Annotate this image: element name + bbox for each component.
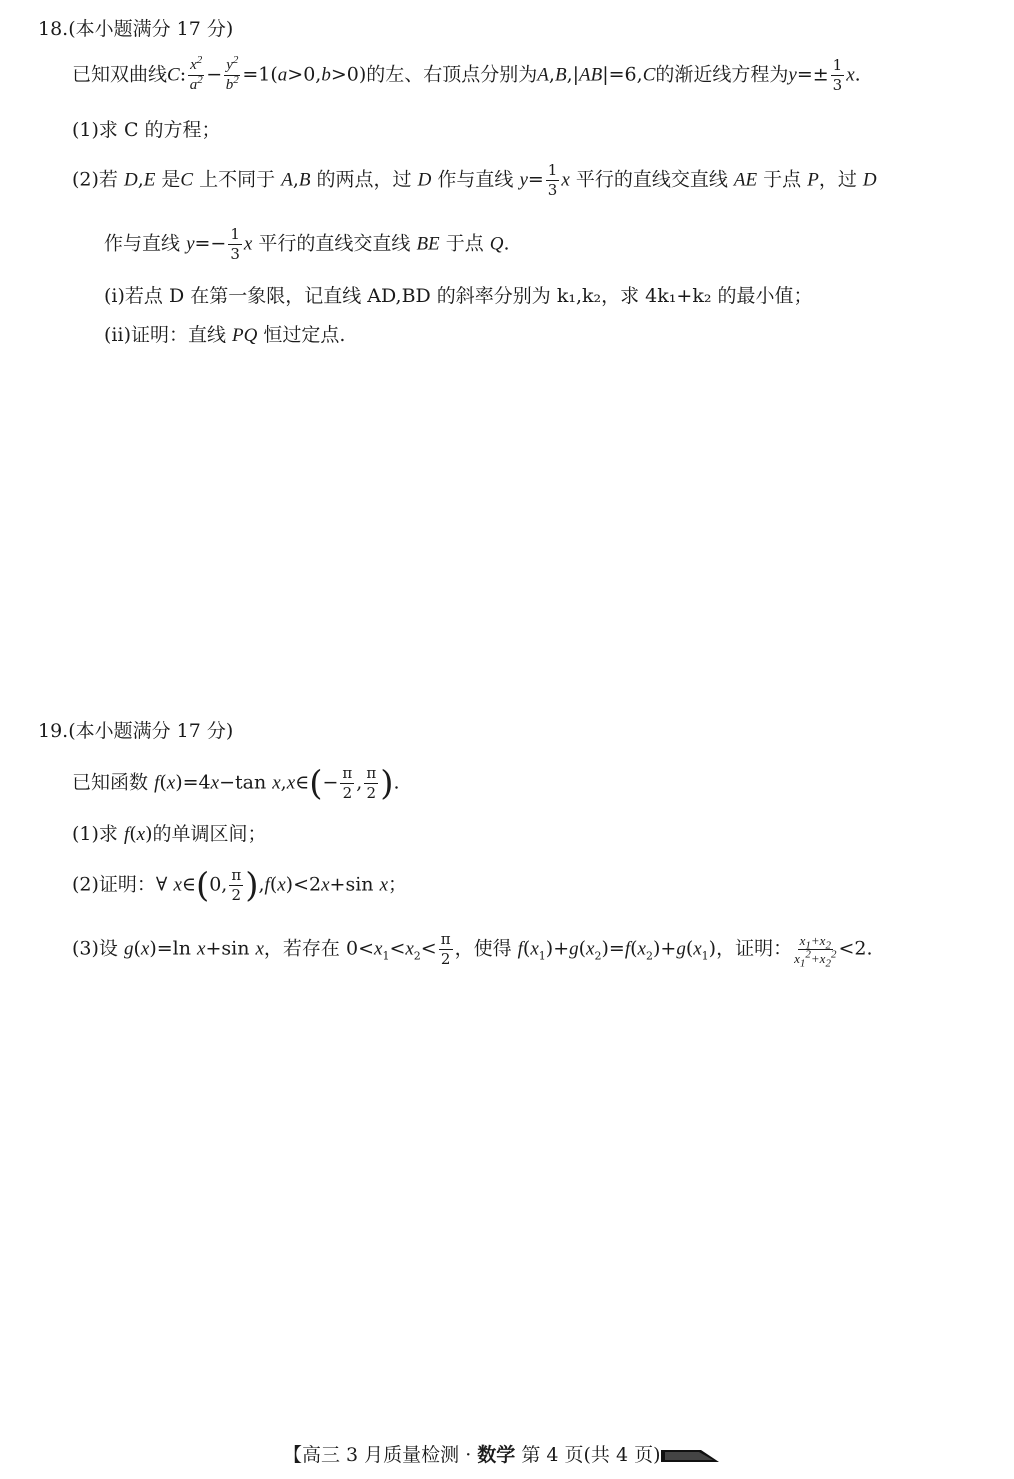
q18-part2-line1: (2)若 D,E 是C 上不同于 A,B 的两点，过 D 作与直线 y= $\frac{1}{3}$ x 平行的直线交直线 AE 于点 P，过 D	[72, 161, 877, 199]
q18-header: 18.(本小题满分 17 分)	[38, 18, 234, 40]
page-footer: 【高三 3 月质量检测 · 数学 第 4 页(共 4 页)	[283, 1440, 721, 1467]
q19-part1: (1)求 f(x)的单调区间；	[72, 823, 267, 845]
footer-arrow-icon	[661, 1448, 721, 1464]
q19-part3: (3)设 g(x)=ln x+sin x，若存在 $0<x_1<x_2<$ $\frac{\pi}{2}$ ，使得 $f(x_1)+g(x_2)=f(x_2)+g(x_1)$，证明： $\frac{x_1+x_2}{x_1^2+x_2^2}$ <2.	[72, 930, 873, 970]
q18-part1: (1)求 C 的方程；	[72, 119, 221, 141]
q18-stem: 已知双曲线C: $\frac{x^2}{a^2}$ − $\frac{y^2}{b^2}$ =1(a>0,b>0)的左、右顶点分别为A,B,|AB|=6,C的渐近线方程为y=± $\frac{1}{3}$ x.	[72, 54, 861, 94]
q18-part2-line2: 作与直线 y=− $\frac{1}{3}$ x 平行的直线交直线 BE 于点 Q.	[104, 225, 510, 263]
q19-part2: (2)证明：∀ x∈(0, $\frac{\pi}{2}$ ),f(x)<2x+sin x；	[72, 865, 408, 906]
q18-sub-ii: (ⅱ)证明：直线 PQ 恒过定点.	[104, 324, 346, 346]
q18-sub-i: (ⅰ)若点 D 在第一象限，记直线 AD,BD 的斜率分别为 k₁,k₂，求 4k₁+k₂ 的最小值；	[104, 285, 813, 307]
q19-header: 19.(本小题满分 17 分)	[38, 720, 234, 742]
q19-stem: 已知函数 f(x)=4x−tan x,x∈(− $\frac{\pi}{2}$ , $\frac{\pi}{2}$ ).	[72, 763, 400, 804]
